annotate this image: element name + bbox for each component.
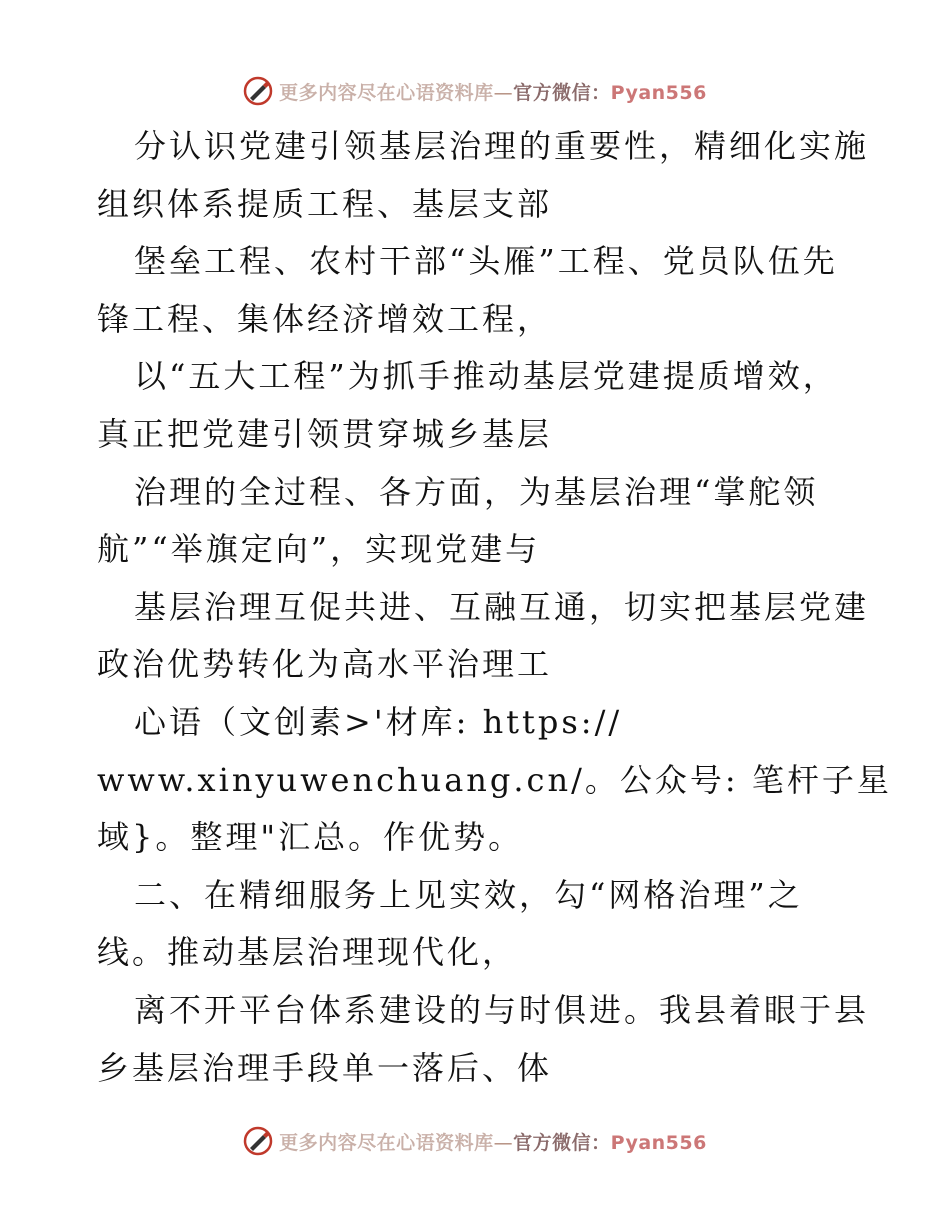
text-line: 政治优势转化为高水平治理工 [97,645,553,684]
text-line: 真正把党建引领贯穿城乡基层 [97,414,553,453]
text-line: 组织体系提质工程、基层支部 [97,184,553,223]
footer-dash: — [493,1131,514,1154]
header-dash: — [493,81,514,104]
text-line: 心语（文创素>'材库: https:// [134,702,623,741]
footer-wechat-label: 官方微信： [513,1131,611,1154]
text-line: 离不开平台体系建设的与时俱进。我县着眼于县 [134,990,870,1029]
pen-logo-icon [243,76,273,106]
text-line: www.xinyuwenchuang.cn/。公众号: 笔杆子星 [97,760,892,799]
footer-promo-text: 更多内容尽在心语资料库 [279,1131,494,1154]
footer-watermark [0,1121,950,1161]
text-line: 线。推动基层治理现代化， [97,933,518,972]
text-line: 治理的全过程、各方面，为基层治理“掌舵领 [134,472,819,511]
text-line: 堡垒工程、农村干部“头雁”工程、党员队伍先 [134,242,838,281]
header-promo-text: 更多内容尽在心语资料库 [279,81,494,104]
document-body [97,118,927,1097]
text-line: 二、在精细服务上见实效，勾“网格治理”之 [134,875,803,914]
text-line: 乡基层治理手段单一落后、体 [97,1048,553,1087]
pen-logo-icon [243,1126,273,1156]
footer-wechat-id: Pyan556 [610,1131,707,1154]
text-line: 分认识党建引领基层治理的重要性，精细化实施 [134,127,870,165]
header-watermark [0,71,950,111]
text-line: 以“五大工程”为抓手推动基层党建提质增效， [134,357,838,396]
header-wechat-id: Pyan556 [610,81,707,104]
text-line: 域}。整理"汇总。作优势。 [97,818,524,857]
text-line: 航”“举旗定向”，实现党建与 [97,530,541,569]
header-wechat-label: 官方微信： [513,81,611,104]
text-line: 锋工程、集体经济增效工程， [97,299,553,338]
text-line: 基层治理互促共进、互融互通，切实把基层党建 [134,587,870,626]
